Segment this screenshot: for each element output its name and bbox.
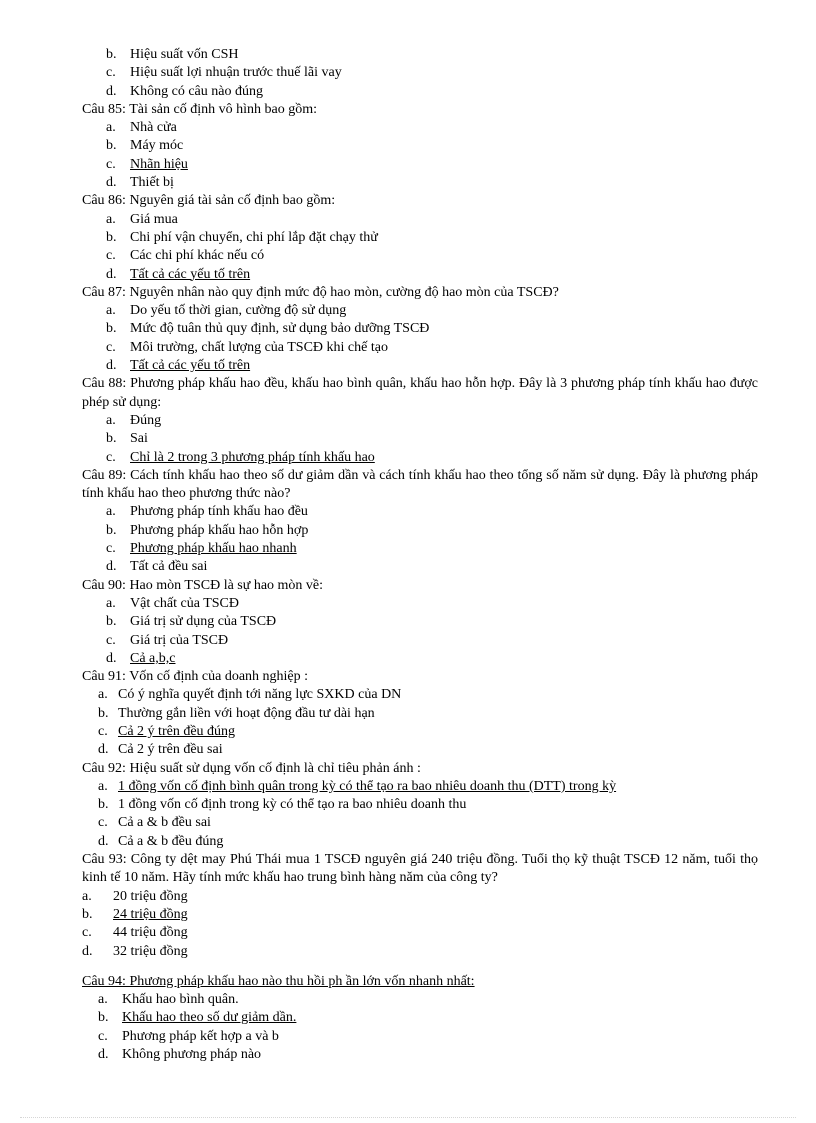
option-text-correct: Khấu hao theo số dư giảm dần.	[122, 1010, 297, 1026]
question-text: Câu 93: Công ty dệt may Phú Thái mua 1 TSCĐ nguyên giá 240 triệu đồng. Tuổi thọ kỹ thuật TSCĐ 12 năm, tuổi thọ kinh tế 10 năm. Hãy tính mức khấu hao trung bình hàng năm của công ty?	[82, 852, 758, 886]
option-text: Máy móc	[130, 138, 184, 154]
option-letter: a.	[106, 303, 116, 319]
answer-option	[82, 705, 758, 723]
answer-option	[82, 357, 758, 375]
answer-option	[82, 778, 758, 796]
answer-option	[82, 430, 758, 448]
option-letter: b.	[82, 906, 93, 922]
answer-option	[82, 924, 758, 942]
page-bottom-rule	[20, 1117, 796, 1118]
option-text: Giá trị sử dụng của TSCĐ	[130, 614, 277, 630]
option-letter: a.	[106, 595, 116, 611]
answer-option	[82, 1046, 758, 1064]
blank-line	[82, 961, 758, 973]
question-text: Câu 85: Tài sản cố định vô hình bao gồm:	[82, 101, 317, 117]
option-text: Các chi phí khác nếu có	[130, 248, 265, 264]
answer-option	[82, 137, 758, 155]
option-letter: c.	[98, 1028, 108, 1044]
option-text: Môi trường, chất lượng của TSCĐ khi chế tạo	[130, 339, 388, 355]
option-letter: b.	[98, 797, 109, 813]
question-text: Câu 86: Nguyên giá tài sản cố định bao gồm:	[82, 193, 336, 209]
option-text-correct: Tất cả các yếu tố trên	[130, 358, 251, 374]
answer-option	[82, 449, 758, 467]
option-letter: a.	[106, 412, 116, 428]
option-letter: b.	[98, 1010, 109, 1026]
answer-option	[82, 339, 758, 357]
answer-option	[82, 503, 758, 521]
option-text-correct: 1 đồng vốn cố định bình quân trong kỳ có thể tạo ra bao nhiêu doanh thu (DTT) trong kỳ	[118, 778, 617, 794]
option-letter: a.	[98, 992, 108, 1008]
answer-option	[82, 814, 758, 832]
option-letter: d.	[98, 833, 109, 849]
question-text: Câu 89: Cách tính khấu hao theo số dư giảm dần và cách tính khấu hao theo tổng số năm sử dụng. Đây là phương pháp tính khấu hao theo phương thức nào?	[82, 467, 758, 502]
option-text: Có ý nghĩa quyết định tới năng lực SXKD của DN	[118, 687, 402, 703]
answer-option	[82, 991, 758, 1009]
option-text-correct: Cả a,b,c	[130, 650, 176, 666]
answer-option	[82, 522, 758, 540]
answer-option	[82, 320, 758, 338]
option-text: Hiệu suất vốn CSH	[130, 47, 239, 62]
option-text: Giá mua	[130, 211, 178, 227]
option-letter: c.	[106, 541, 116, 557]
option-letter: d.	[106, 175, 117, 191]
question-text: Câu 91: Vốn cố định của doanh nghiệp :	[82, 669, 309, 685]
option-text: Do yếu tố thời gian, cường độ sử dụng	[130, 303, 347, 319]
answer-option	[82, 796, 758, 814]
option-text: Phương pháp tính khấu hao đều	[130, 504, 308, 520]
option-text: Thường gắn liền với hoạt động đầu tư dài hạn	[118, 705, 375, 721]
question-text: Câu 87: Nguyên nhân nào quy định mức độ hao mòn, cường độ hao mòn của TSCĐ?	[82, 284, 559, 300]
option-letter: a.	[106, 120, 116, 136]
option-letter: a.	[98, 687, 108, 703]
option-letter: c.	[106, 632, 116, 648]
option-text: Đúng	[130, 412, 162, 428]
answer-option	[82, 83, 758, 101]
answer-option	[82, 833, 758, 851]
option-text-correct: Nhãn hiệu	[130, 156, 188, 172]
option-text: 44 triệu đồng	[113, 925, 188, 941]
option-letter: a.	[106, 504, 116, 520]
answer-option	[82, 723, 758, 741]
question-text: Câu 94: Phương pháp khấu hao nào thu hồi ph ần lớn vốn nhanh nhất:	[82, 973, 475, 989]
question-text: Câu 90: Hao mòn TSCĐ là sự hao mòn về:	[82, 577, 324, 593]
option-letter: b.	[106, 431, 117, 447]
option-letter: c.	[106, 449, 116, 465]
answer-option	[82, 174, 758, 192]
answer-option	[82, 247, 758, 265]
answer-option	[82, 558, 758, 576]
answer-option	[82, 1028, 758, 1046]
answer-option	[82, 613, 758, 631]
option-letter: c.	[106, 339, 116, 355]
option-letter: d.	[98, 1047, 109, 1063]
option-letter: a.	[82, 888, 92, 904]
answer-option	[82, 156, 758, 174]
option-letter: d.	[106, 650, 117, 666]
option-letter: d.	[82, 943, 93, 959]
answer-option	[82, 302, 758, 320]
option-letter: d.	[106, 83, 117, 99]
option-text: Cả a & b đều đúng	[118, 833, 224, 849]
option-letter: c.	[106, 248, 116, 264]
answer-option	[82, 119, 758, 137]
answer-option	[82, 64, 758, 82]
option-text: Sai	[130, 431, 148, 447]
answer-option	[82, 650, 758, 668]
question-text: Câu 92: Hiệu suất sử dụng vốn cố định là chỉ tiêu phản ánh :	[82, 760, 421, 776]
option-letter: b.	[106, 614, 117, 630]
option-letter: c.	[106, 65, 116, 81]
answer-option	[82, 46, 758, 64]
answer-option	[82, 943, 758, 961]
option-letter: a.	[98, 778, 108, 794]
option-text: Tất cả đều sai	[130, 559, 208, 575]
option-text: Hiệu suất lợi nhuận trước thuế lãi vay	[130, 65, 342, 81]
option-letter: b.	[106, 138, 117, 154]
option-text: Không có câu nào đúng	[130, 83, 263, 99]
document-page	[82, 46, 758, 1064]
answer-option	[82, 595, 758, 613]
option-text: Nhà cửa	[130, 120, 177, 136]
option-text: Giá trị của TSCĐ	[130, 632, 229, 648]
option-text: Chi phí vận chuyển, chi phí lắp đặt chạy thử	[130, 229, 378, 245]
answer-option	[82, 1009, 758, 1027]
option-letter: d.	[98, 742, 109, 758]
answer-option	[82, 741, 758, 759]
option-text: Cả a & b đều sai	[118, 815, 211, 831]
option-letter: b.	[98, 705, 109, 721]
option-letter: c.	[98, 723, 108, 739]
question-text: Câu 88: Phương pháp khấu hao đều, khấu hao bình quân, khấu hao hỗn hợp. Đây là 3 phương pháp tính khấu hao được phép sử dụng:	[82, 376, 758, 410]
answer-option	[82, 211, 758, 229]
option-text: 32 triệu đồng	[113, 943, 188, 959]
answer-option	[82, 632, 758, 650]
answer-option	[82, 266, 758, 284]
answer-option	[82, 888, 758, 906]
option-text: Mức độ tuân thủ quy định, sử dụng bảo dưỡng TSCĐ	[130, 321, 430, 337]
option-text: Phương pháp kết hợp a và b	[122, 1028, 279, 1044]
option-letter: b.	[106, 229, 117, 245]
option-letter: d.	[106, 559, 117, 575]
option-text: Không phương pháp nào	[122, 1047, 262, 1063]
answer-option	[82, 229, 758, 247]
option-text: 1 đồng vốn cố định trong kỳ có thể tạo ra bao nhiêu doanh thu	[118, 797, 467, 813]
option-letter: c.	[98, 815, 108, 831]
option-text: 20 triệu đồng	[113, 888, 188, 904]
option-text: Khấu hao bình quân.	[122, 992, 239, 1008]
answer-option	[82, 540, 758, 558]
answer-option	[82, 412, 758, 430]
answer-option	[82, 686, 758, 704]
option-letter: c.	[82, 925, 92, 941]
option-letter: b.	[106, 321, 117, 337]
option-text-correct: Cả 2 ý trên đều đúng	[118, 723, 236, 739]
option-text-correct: Phương pháp khấu hao nhanh	[130, 541, 297, 557]
option-letter: b.	[106, 47, 117, 62]
option-text: Vật chất của TSCĐ	[130, 595, 239, 611]
option-letter: d.	[106, 266, 117, 282]
option-text-correct: Tất cả các yếu tố trên	[130, 266, 251, 282]
option-letter: c.	[106, 156, 116, 172]
option-letter: d.	[106, 358, 117, 374]
answer-option	[82, 906, 758, 924]
option-text: Cả 2 ý trên đều sai	[118, 742, 223, 758]
option-text: Thiết bị	[130, 175, 174, 191]
option-letter: b.	[106, 522, 117, 538]
option-text-correct: 24 triệu đồng	[113, 906, 188, 922]
option-letter: a.	[106, 211, 116, 227]
option-text: Phương pháp khấu hao hỗn hợp	[130, 522, 309, 538]
option-text-correct: Chỉ là 2 trong 3 phương pháp tính khấu hao	[130, 449, 375, 465]
